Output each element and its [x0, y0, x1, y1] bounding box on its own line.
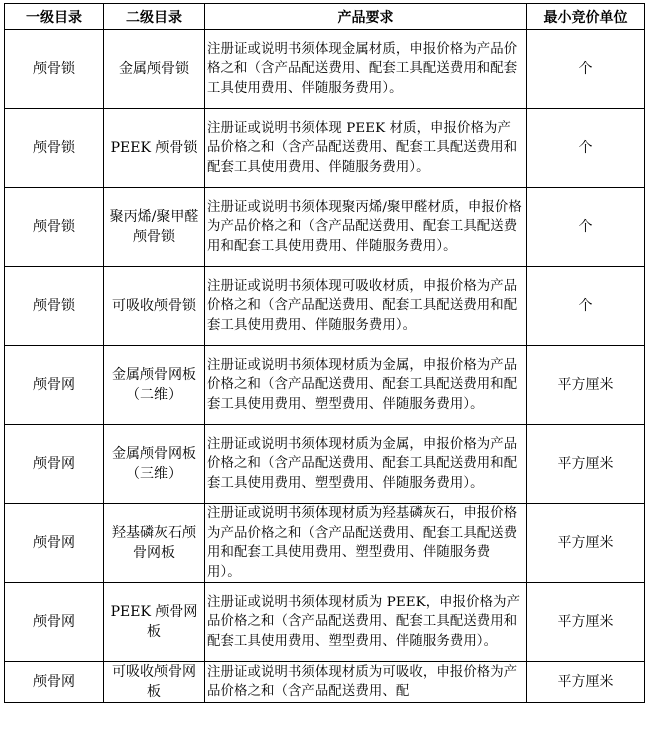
unit-cell: 平方厘米: [527, 425, 645, 504]
unit-cell: 个: [527, 267, 645, 346]
requirement-cell: 注册证或说明书须体现 PEEK 材质，申报价格为产品价格之和（含产品配送费用、配套工具配送费用和配套工具使用费用、伴随服务费用）。: [205, 109, 527, 188]
unit-cell: 平方厘米: [527, 583, 645, 662]
requirement-cell: 注册证或说明书须体现材质为 PEEK，申报价格为产品价格之和（含产品配送费用、配套工具配送费用和配套工具使用费用、塑型费用、伴随服务费用）。: [205, 583, 527, 662]
product-requirements-table: [4, 3, 645, 703]
level1-cell: 颅骨网: [5, 504, 104, 583]
unit-cell: 平方厘米: [527, 662, 645, 703]
level1-cell: 颅骨网: [5, 425, 104, 504]
table-row: [5, 425, 645, 504]
header-level1: 一级目录: [5, 4, 104, 30]
table-row: [5, 662, 645, 703]
level2-cell: 羟基磷灰石颅骨网板: [104, 504, 205, 583]
table-body: [5, 30, 645, 703]
level1-cell: 颅骨网: [5, 583, 104, 662]
level2-cell: 金属颅骨网板（二维）: [104, 346, 205, 425]
requirement-cell: 注册证或说明书须体现聚丙烯/聚甲醛材质，申报价格为产品价格之和（含产品配送费用、配套工具配送费用和配套工具使用费用、伴随服务费用）。: [205, 188, 527, 267]
header-level2: 二级目录: [104, 4, 205, 30]
requirement-cell: 注册证或说明书须体现可吸收材质，申报价格为产品价格之和（含产品配送费用、配套工具配送费用和配套工具使用费用、伴随服务费用）。: [205, 267, 527, 346]
unit-cell: 平方厘米: [527, 346, 645, 425]
requirement-cell: 注册证或说明书须体现材质为金属，申报价格为产品价格之和（含产品配送费用、配套工具配送费用和配套工具使用费用、塑型费用、伴随服务费用）。: [205, 346, 527, 425]
table-row: [5, 583, 645, 662]
level1-cell: 颅骨锁: [5, 188, 104, 267]
level2-cell: PEEK 颅骨网板: [104, 583, 205, 662]
level1-cell: 颅骨锁: [5, 109, 104, 188]
table-header: [5, 4, 645, 30]
table-row: [5, 30, 645, 109]
level2-cell: PEEK 颅骨锁: [104, 109, 205, 188]
table-row: [5, 346, 645, 425]
header-unit: 最小竞价单位: [527, 4, 645, 30]
unit-cell: 平方厘米: [527, 504, 645, 583]
header-row: [5, 4, 645, 30]
table-row: [5, 267, 645, 346]
table-row: [5, 109, 645, 188]
unit-cell: 个: [527, 188, 645, 267]
level2-cell: 可吸收颅骨网板: [104, 662, 205, 703]
level2-cell: 聚丙烯/聚甲醛颅骨锁: [104, 188, 205, 267]
requirement-cell: 注册证或说明书须体现材质为可吸收，申报价格为产品价格之和（含产品配送费用、配: [205, 662, 527, 703]
level2-cell: 金属颅骨网板（三维）: [104, 425, 205, 504]
level1-cell: 颅骨网: [5, 346, 104, 425]
table-row: [5, 504, 645, 583]
level2-cell: 可吸收颅骨锁: [104, 267, 205, 346]
requirement-cell: 注册证或说明书须体现材质为羟基磷灰石，申报价格为产品价格之和（含产品配送费用、配套工具配送费用和配套工具使用费用、塑型费用、伴随服务费用）。: [205, 504, 527, 583]
requirement-cell: 注册证或说明书须体现金属材质，申报价格为产品价格之和（含产品配送费用、配套工具配送费用和配套工具使用费用、伴随服务费用）。: [205, 30, 527, 109]
level2-cell: 金属颅骨锁: [104, 30, 205, 109]
level1-cell: 颅骨网: [5, 662, 104, 703]
level1-cell: 颅骨锁: [5, 30, 104, 109]
header-requirement: 产品要求: [205, 4, 527, 30]
level1-cell: 颅骨锁: [5, 267, 104, 346]
unit-cell: 个: [527, 109, 645, 188]
unit-cell: 个: [527, 30, 645, 109]
table-row: [5, 188, 645, 267]
requirement-cell: 注册证或说明书须体现材质为金属，申报价格为产品价格之和（含产品配送费用、配套工具配送费用和配套工具使用费用、塑型费用、伴随服务费用）。: [205, 425, 527, 504]
